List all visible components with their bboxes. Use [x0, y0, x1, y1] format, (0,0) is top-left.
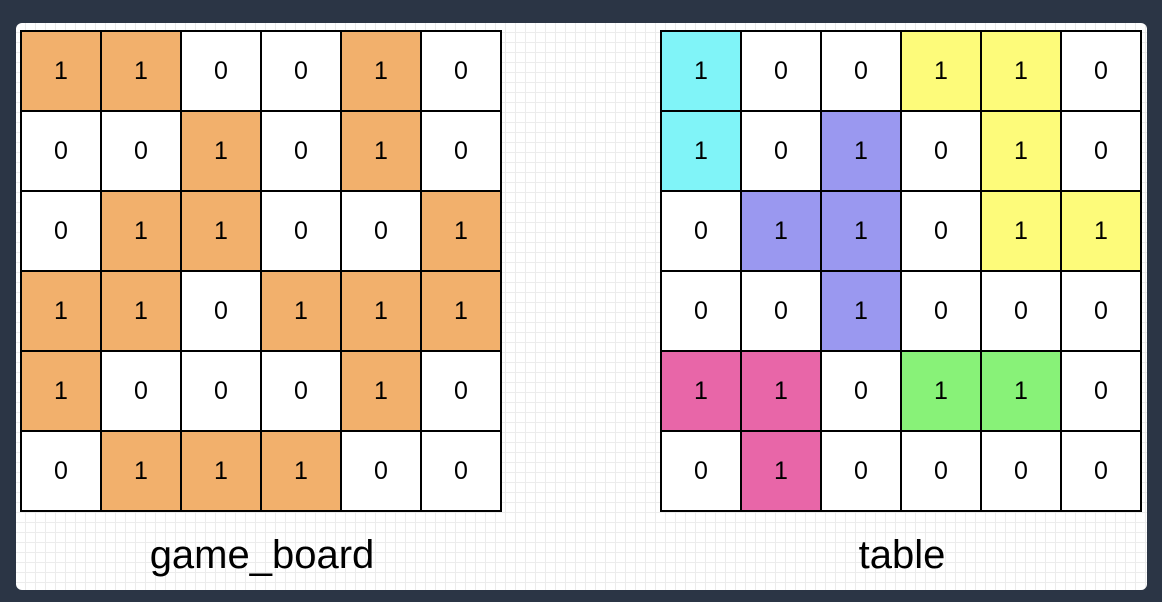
table-cell-r4-c2: 0 [822, 352, 902, 432]
table-cell-r4-c5: 0 [1062, 352, 1142, 432]
game-board-cell-r4-c0: 1 [22, 352, 102, 432]
table-cell-r3-c1: 0 [742, 272, 822, 352]
game-board-cell-r2-c2: 1 [182, 192, 262, 272]
game-board-cell-r3-c2: 0 [182, 272, 262, 352]
game-board-cell-r2-c0: 0 [22, 192, 102, 272]
game-board-cell-r2-c5: 1 [422, 192, 502, 272]
game-board-caption: game_board [149, 533, 375, 577]
game-board-cell-r3-c4: 1 [342, 272, 422, 352]
game-board-cell-r3-c5: 1 [422, 272, 502, 352]
table-cell-r4-c0: 1 [662, 352, 742, 432]
game-board-cell-r0-c4: 1 [342, 32, 422, 112]
table-cell-r5-c5: 0 [1062, 432, 1142, 512]
game-board-cell-r5-c0: 0 [22, 432, 102, 512]
game-board-cell-r5-c1: 1 [102, 432, 182, 512]
table-cell-r2-c2: 1 [822, 192, 902, 272]
table-cell-r0-c5: 0 [1062, 32, 1142, 112]
game-board-cell-r5-c2: 1 [182, 432, 262, 512]
game-board-cell-r0-c1: 1 [102, 32, 182, 112]
game-board-cell-r0-c0: 1 [22, 32, 102, 112]
game-board-cell-r1-c2: 1 [182, 112, 262, 192]
game-board-cell-r4-c5: 0 [422, 352, 502, 432]
table-grid [660, 30, 1142, 512]
table-cell-r4-c4: 1 [982, 352, 1062, 432]
game-board-cell-r4-c1: 0 [102, 352, 182, 432]
game-board-cell-r1-c4: 1 [342, 112, 422, 192]
diagram-panel [16, 23, 1147, 590]
table-cell-r3-c3: 0 [902, 272, 982, 352]
game-board-cell-r1-c0: 0 [22, 112, 102, 192]
game-board-cell-r2-c1: 1 [102, 192, 182, 272]
table-cell-r1-c0: 1 [662, 112, 742, 192]
game-board-cell-r0-c3: 0 [262, 32, 342, 112]
game-board-cell-r5-c4: 0 [342, 432, 422, 512]
table-cell-r3-c4: 0 [982, 272, 1062, 352]
table-cell-r5-c1: 1 [742, 432, 822, 512]
table-cell-r5-c2: 0 [822, 432, 902, 512]
game-board-cell-r2-c4: 0 [342, 192, 422, 272]
game-board-cell-r0-c2: 0 [182, 32, 262, 112]
game-board-cell-r5-c5: 0 [422, 432, 502, 512]
table-cell-r5-c3: 0 [902, 432, 982, 512]
game-board-cell-r3-c1: 1 [102, 272, 182, 352]
table-cell-r2-c0: 0 [662, 192, 742, 272]
game-board-cell-r2-c3: 0 [262, 192, 342, 272]
game-board-cell-r1-c1: 0 [102, 112, 182, 192]
table-cell-r1-c4: 1 [982, 112, 1062, 192]
table-cell-r2-c1: 1 [742, 192, 822, 272]
game-board-cell-r4-c3: 0 [262, 352, 342, 432]
table-cell-r1-c5: 0 [1062, 112, 1142, 192]
game-board-cell-r4-c4: 1 [342, 352, 422, 432]
table-cell-r0-c0: 1 [662, 32, 742, 112]
game-board-grid [20, 30, 502, 512]
game-board-cell-r5-c3: 1 [262, 432, 342, 512]
table-cell-r5-c4: 0 [982, 432, 1062, 512]
table-cell-r4-c1: 1 [742, 352, 822, 432]
game-board-cell-r1-c3: 0 [262, 112, 342, 192]
table-cell-r2-c3: 0 [902, 192, 982, 272]
table-cell-r3-c0: 0 [662, 272, 742, 352]
table-cell-r2-c5: 1 [1062, 192, 1142, 272]
table-cell-r1-c3: 0 [902, 112, 982, 192]
table-caption: table [858, 533, 946, 577]
table-cell-r0-c4: 1 [982, 32, 1062, 112]
table-cell-r0-c3: 1 [902, 32, 982, 112]
table-cell-r1-c1: 0 [742, 112, 822, 192]
table-cell-r3-c5: 0 [1062, 272, 1142, 352]
table-cell-r4-c3: 1 [902, 352, 982, 432]
table-cell-r5-c0: 0 [662, 432, 742, 512]
game-board-cell-r0-c5: 0 [422, 32, 502, 112]
game-board-cell-r4-c2: 0 [182, 352, 262, 432]
game-board-cell-r1-c5: 0 [422, 112, 502, 192]
table-cell-r0-c2: 0 [822, 32, 902, 112]
game-board-cell-r3-c0: 1 [22, 272, 102, 352]
table-cell-r3-c2: 1 [822, 272, 902, 352]
table-cell-r2-c4: 1 [982, 192, 1062, 272]
table-cell-r0-c1: 0 [742, 32, 822, 112]
table-cell-r1-c2: 1 [822, 112, 902, 192]
game-board-cell-r3-c3: 1 [262, 272, 342, 352]
